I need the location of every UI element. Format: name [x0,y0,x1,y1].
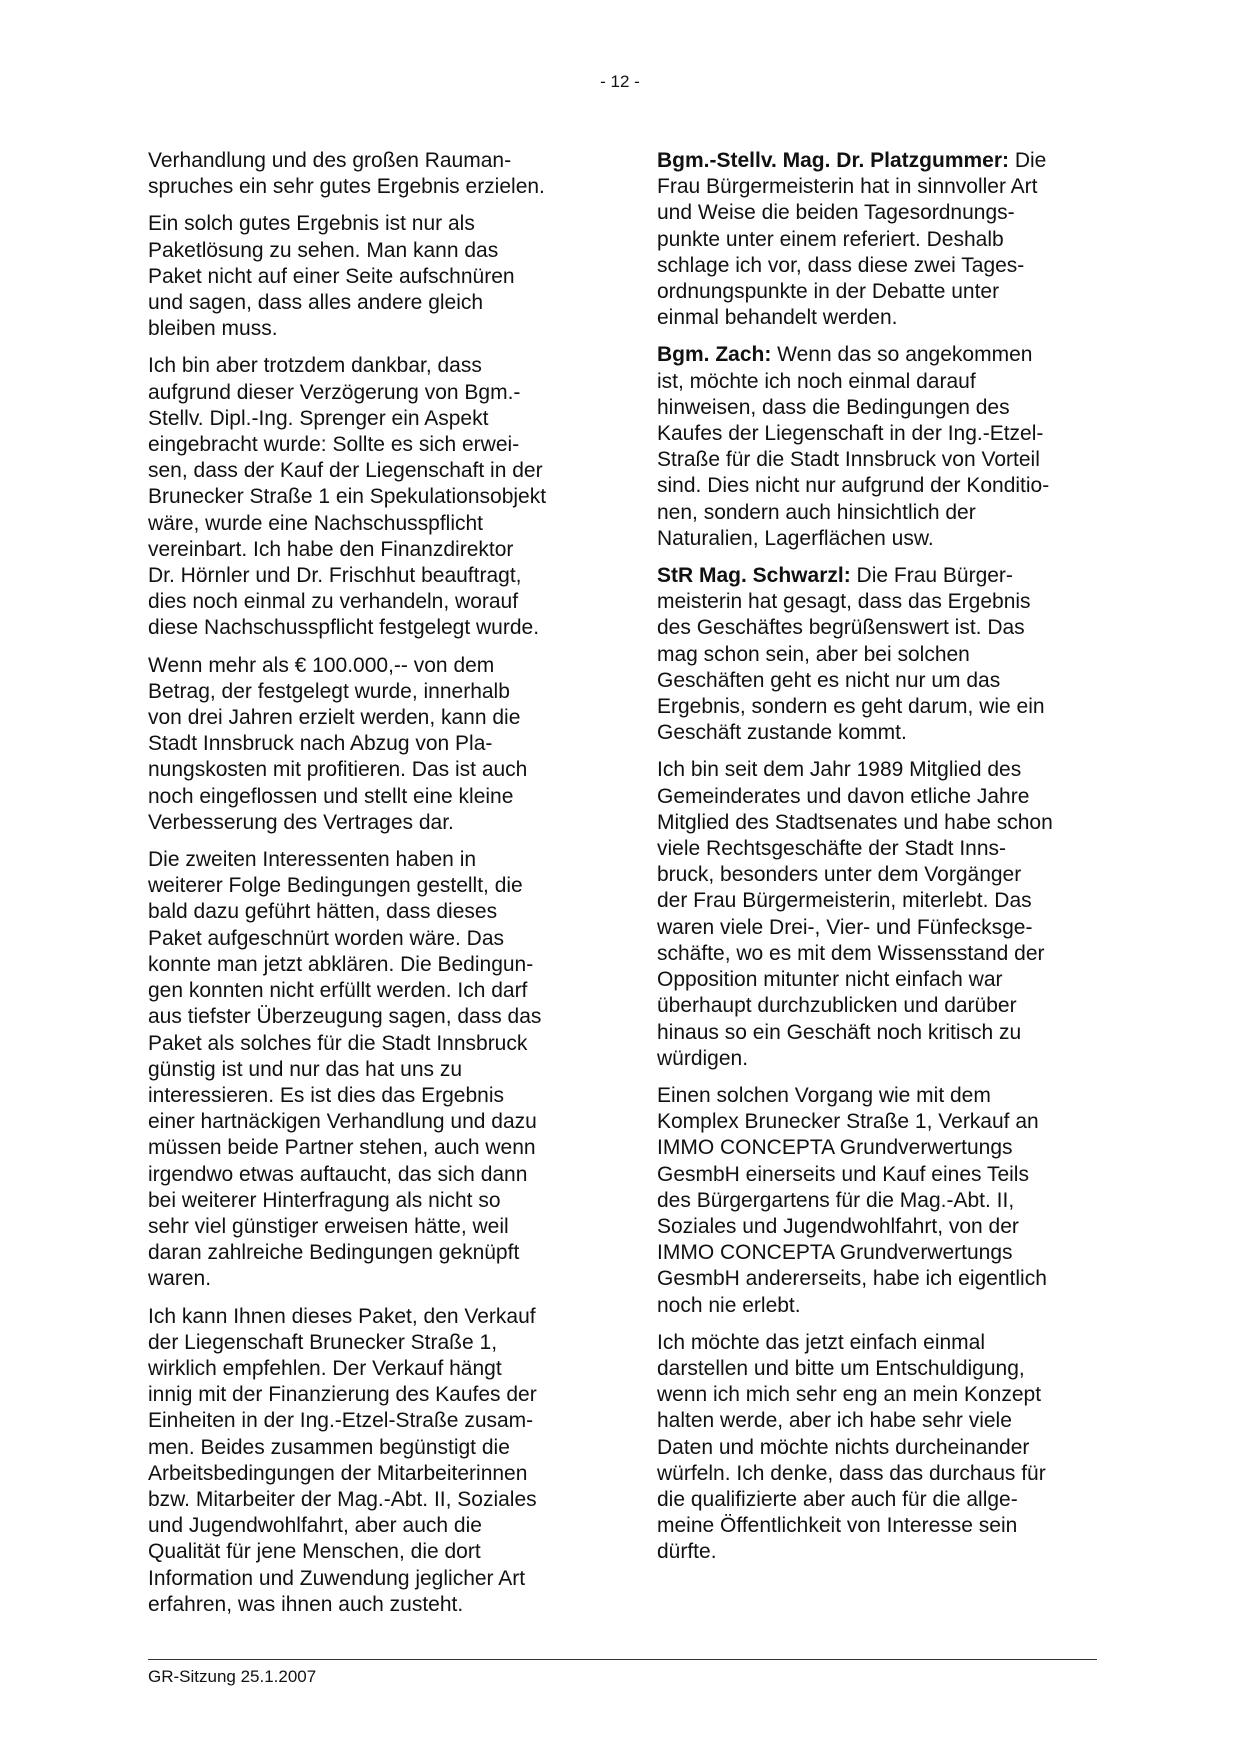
text-line: aus tiefster Überzeugung sagen, dass das [148,1005,542,1029]
text-line: Einen solchen Vorgang wie mit dem [657,1083,991,1107]
text-line: halten werde, aber ich habe sehr viele [657,1409,1012,1433]
paragraph [657,1083,1097,1319]
text-line: Qualität für jene Menschen, die dort [148,1540,481,1564]
text-line: Ich bin seit dem Jahr 1989 Mitglied des [657,758,1022,782]
text-line: noch eingeflossen und stellt eine kleine [148,784,514,808]
text-line: Verbesserung des Vertrages dar. [148,810,454,834]
text-line: günstig ist und nur das hat uns zu [148,1057,463,1081]
text-line: bald dazu geführt hätten, dass dieses [148,900,498,924]
text-line: Die zweiten Interessenten haben in [148,848,477,872]
text-line: Paketlösung zu sehen. Man kann das [148,238,499,262]
text-line: überhaupt durchzublicken und darüber [657,994,1017,1018]
text-line: waren. [148,1267,212,1291]
text-line: sehr viel günstiger erweisen hätte, weil [148,1214,509,1238]
text-line: Betrag, der festgelegt wurde, innerhalb [148,679,510,703]
text-line: darstellen und bitte um Entschuldigung, [657,1356,1025,1380]
text-line: einmal behandelt werden. [657,306,898,330]
text-line: Ein solch gutes Ergebnis ist nur als [148,212,475,236]
paragraph [657,757,1097,1071]
paragraph [657,1330,1097,1566]
text-line: innig mit der Finanzierung des Kaufes der [148,1383,537,1407]
text-line: die qualifizierte aber auch für die allge- [657,1487,1018,1511]
text-line [657,342,1097,368]
text-line: ordnungspunkte in der Debatte unter [657,280,1000,304]
text-line: müssen beide Partner stehen, auch wenn [148,1136,536,1160]
footer-session-date: GR-Sitzung 25.1.2007 [148,1667,317,1686]
speaker-name: Bgm.-Stellv. Mag. Dr. Platzgummer: [657,149,1010,172]
speech-text: Die Frau Bürger- [850,564,1013,588]
text-line: gen konnten nicht erfüllt werden. Ich darf [148,979,528,1003]
text-line: Geschäften geht es nicht nur um das [657,668,1001,692]
text-line: diese Nachschusspflicht festgelegt wurde. [148,616,540,640]
paragraph [148,1304,588,1618]
text-line: bleiben muss. [148,317,278,341]
text-line: und Jugendwohlfahrt, aber auch die [148,1514,482,1538]
text-line: Paket als solches für die Stadt Innsbruck [148,1031,528,1055]
text-line: waren viele Drei-, Vier- und Fünfecksge- [657,915,1033,939]
text-line: meine Öffentlichkeit von Interesse sein [657,1514,1018,1538]
text-line: Daten und möchte nichts durcheinander [657,1435,1030,1459]
text-line: wenn ich mich sehr eng an mein Konzept [657,1383,1042,1407]
paragraph [657,148,1097,331]
paragraph [148,847,588,1292]
text-line: von drei Jahren erzielt werden, kann die [148,706,521,730]
text-line: mag schon sein, aber bei solchen [657,642,970,666]
text-line: Einheiten in der Ing.-Etzel-Straße zusam- [148,1409,534,1433]
text-line: weiterer Folge Bedingungen gestellt, die [148,874,523,898]
text-line: und sagen, dass alles andere gleich [148,291,484,315]
text-line: Kaufes der Liegenschaft in der Ing.-Etzel- [657,422,1044,446]
text-line [657,148,1097,174]
text-line: Straße für die Stadt Innsbruck von Vorteil [657,448,1040,472]
text-line: schlage ich vor, dass diese zwei Tages- [657,253,1025,277]
text-line: Brunecker Straße 1 ein Spekulationsobjekt [148,485,547,509]
footer-divider [148,1659,1097,1660]
text-line: Geschäft zustande kommt. [657,721,907,745]
text-line: würfeln. Ich denke, dass das durchaus für [657,1461,1046,1485]
text-line: Ich kann Ihnen dieses Paket, den Verkauf [148,1304,536,1328]
text-line: schäfte, wo es mit dem Wissensstand der [657,941,1045,965]
speech-text: Wenn das so angekommen [771,343,1033,367]
text-line: wirklich empfehlen. Der Verkauf hängt [148,1356,502,1380]
text-line: Mitglied des Stadtsenates und habe schon [657,810,1053,834]
text-line: eingebracht wurde: Sollte es sich erwei- [148,433,520,457]
paragraph [657,563,1097,746]
text-line: vereinbart. Ich habe den Finanzdirektor [148,537,514,561]
text-line: Dr. Hörnler und Dr. Frischhut beauftragt, [148,564,522,588]
text-line: bruck, besonders unter dem Vorgänger [657,863,1022,887]
text-line: GesmbH einerseits und Kauf eines Teils [657,1162,1029,1186]
text-line: Naturalien, Lagerflächen usw. [657,526,934,550]
text-line: hinweisen, dass die Bedingungen des [657,395,1010,419]
text-line: Information und Zuwendung jeglicher Art [148,1566,526,1590]
text-line: daran zahlreiche Bedingungen geknüpft [148,1241,520,1265]
text-line: dürfte. [657,1540,717,1564]
speech-text: Die [1009,149,1047,172]
text-line: dies noch einmal zu verhandeln, worauf [148,590,519,614]
text-line: Stellv. Dipl.-Ing. Sprenger ein Aspekt [148,406,489,430]
paragraph [148,353,588,641]
paragraph [148,211,588,342]
text-line: einer hartnäckigen Verhandlung und dazu [148,1110,537,1134]
right-column [657,148,1097,1577]
text-line: würdigen. [657,1046,749,1070]
text-line: der Frau Bürgermeisterin, miterlebt. Das [657,889,1032,913]
text-line: Komplex Brunecker Straße 1, Verkauf an [657,1110,1039,1134]
text-line: Frau Bürgermeisterin hat in sinnvoller Art [657,175,1038,199]
text-line: irgendwo etwas auftaucht, das sich dann [148,1162,528,1186]
text-line: sind. Dies nicht nur aufgrund der Konditio- [657,474,1050,498]
text-line: GesmbH andererseits, habe ich eigentlich [657,1267,1047,1291]
text-line: Soziales und Jugendwohlfahrt, von der [657,1214,1019,1238]
text-line: Ich möchte das jetzt einfach einmal [657,1330,986,1354]
text-line: meisterin hat gesagt, dass das Ergebnis [657,590,1031,614]
text-line: IMMO CONCEPTA Grundverwertungs [657,1136,1013,1160]
text-line: des Geschäftes begrüßenswert ist. Das [657,616,1025,640]
text-line: bei weiterer Hinterfragung als nicht so [148,1188,501,1212]
speaker-name: StR Mag. Schwarzl: [657,564,851,588]
text-line [657,563,1097,589]
left-column [148,148,588,1629]
text-line: und Weise die beiden Tagesordnungs- [657,201,1015,225]
paragraph [657,342,1097,552]
text-line: des Bürgergartens für die Mag.-Abt. II, [657,1188,1015,1212]
text-line: ist, möchte ich noch einmal darauf [657,369,976,393]
text-line: Ergebnis, sondern es geht darum, wie ein [657,695,1045,719]
text-line: Paket aufgeschnürt worden wäre. Das [148,926,505,950]
text-line: Ich bin aber trotzdem dankbar, dass [148,354,482,378]
text-line: nungskosten mit profitieren. Das ist auch [148,758,528,782]
text-line: men. Beides zusammen begünstigt die [148,1435,510,1459]
text-line: interessieren. Es ist dies das Ergebnis [148,1083,505,1107]
text-line: nen, sondern auch hinsichtlich der [657,500,976,524]
text-line: IMMO CONCEPTA Grundverwertungs [657,1241,1013,1265]
text-line: spruches ein sehr gutes Ergebnis erzielen. [148,175,545,199]
text-line: Opposition mitunter nicht einfach war [657,968,1003,992]
text-line: Stadt Innsbruck nach Abzug von Pla- [148,732,493,756]
text-line: Gemeinderates und davon etliche Jahre [657,784,1030,808]
text-line: erfahren, was ihnen auch zusteht. [148,1592,464,1616]
page-number: - 12 - [600,72,640,91]
text-line: hinaus so ein Geschäft noch kritisch zu [657,1020,1022,1044]
text-line: konnte man jetzt abklären. Die Bedingun- [148,952,534,976]
text-line: Wenn mehr als € 100.000,-- von dem [148,653,495,677]
text-line: wäre, wurde eine Nachschusspflicht [148,511,483,535]
text-line: viele Rechtsgeschäfte der Stadt Inns- [657,837,1007,861]
text-line: bzw. Mitarbeiter der Mag.-Abt. II, Soziales [148,1487,537,1511]
text-line: Paket nicht auf einer Seite aufschnüren [148,264,515,288]
text-line: aufgrund dieser Verzögerung von Bgm.- [148,380,521,404]
text-line: Verhandlung und des großen Rauman- [148,149,512,172]
text-line: noch nie erlebt. [657,1293,801,1317]
text-line: Arbeitsbedingungen der Mitarbeiterinnen [148,1461,528,1485]
text-line: der Liegenschaft Brunecker Straße 1, [148,1330,498,1354]
speaker-name: Bgm. Zach: [657,343,772,367]
paragraph [148,148,588,200]
paragraph [148,653,588,836]
text-line: punkte unter einem referiert. Deshalb [657,227,1004,251]
text-line: sen, dass der Kauf der Liegenschaft in der [148,459,543,483]
